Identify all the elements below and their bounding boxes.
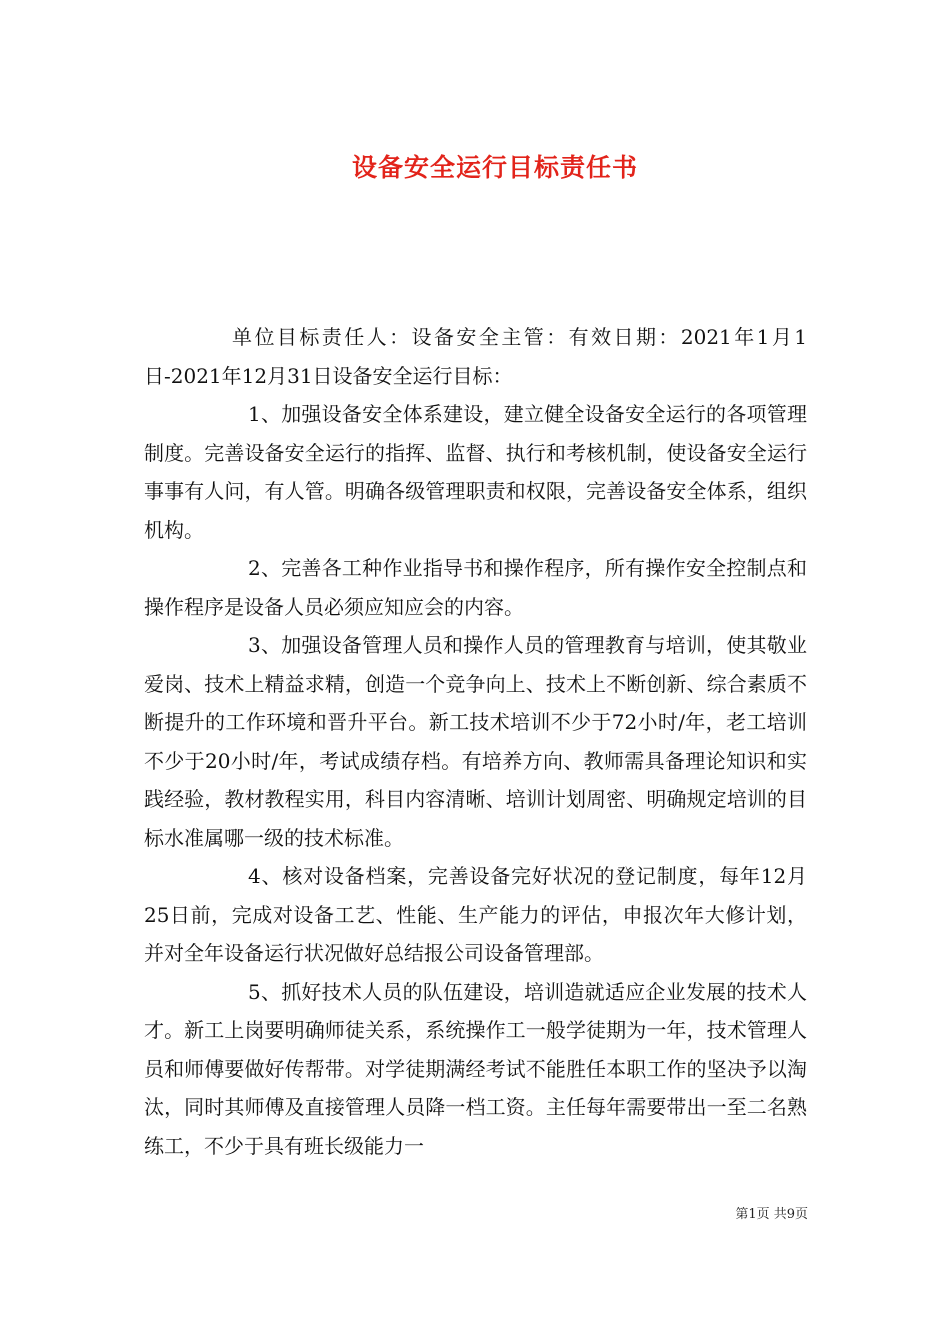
paragraph-item-2: 2、完善各工种作业指导书和操作程序，所有操作安全控制点和操作程序是设备人员必须应知应会的内容。 xyxy=(144,556,807,619)
paragraph-item-3: 3、加强设备管理人员和操作人员的管理教育与培训，使其敬业爱岗、技术上精益求精，创造一个竞争向上、技术上不断创新、综合素质不断提升的工作环境和晋升平台。新工技术培训不少于72小时/年，老工培训不少于20小时/年，考试成绩存档。有培养方向、教师需具备理论知识和实践经验，教材教程实用，科目内容清晰、培训计划周密、明确规定培训的目标水准属哪一级的技术标准。 xyxy=(144,633,807,850)
paragraph-item-5: 5、抓好技术人员的队伍建设，培训造就适应企业发展的技术人才。新工上岗要明确师徒关系，系统操作工一般学徒期为一年，技术管理人员和师傅要做好传帮带。对学徒期满经考试不能胜任本职工作的坚决予以淘汰，同时其师傅及直接管理人员降一档工资。主任每年需要带出一至二名熟练工，不少于具有班长级能力一 xyxy=(144,979,807,1158)
document-body xyxy=(144,318,807,1165)
document-title: 设备安全运行目标责任书 xyxy=(351,152,638,182)
paragraph-item-1: 1、加强设备安全体系建设，建立健全设备安全运行的各项管理制度。完善设备安全运行的指挥、监督、执行和考核机制，使设备安全运行事事有人问，有人管。明确各级管理职责和权限，完善设备安全体系，组织机构。 xyxy=(144,402,807,542)
paragraph-intro: 单位目标责任人：设备安全主管：有效日期：2021年1月1日-2021年12月31日设备安全运行目标： xyxy=(144,325,807,388)
paragraph-item-4: 4、核对设备档案，完善设备完好状况的登记制度，每年12月25日前，完成对设备工艺、性能、生产能力的评估，申报次年大修计划，并对全年设备运行状况做好总结报公司设备管理部。 xyxy=(144,864,807,965)
page-number: 第1页 共9页 xyxy=(735,1207,808,1222)
